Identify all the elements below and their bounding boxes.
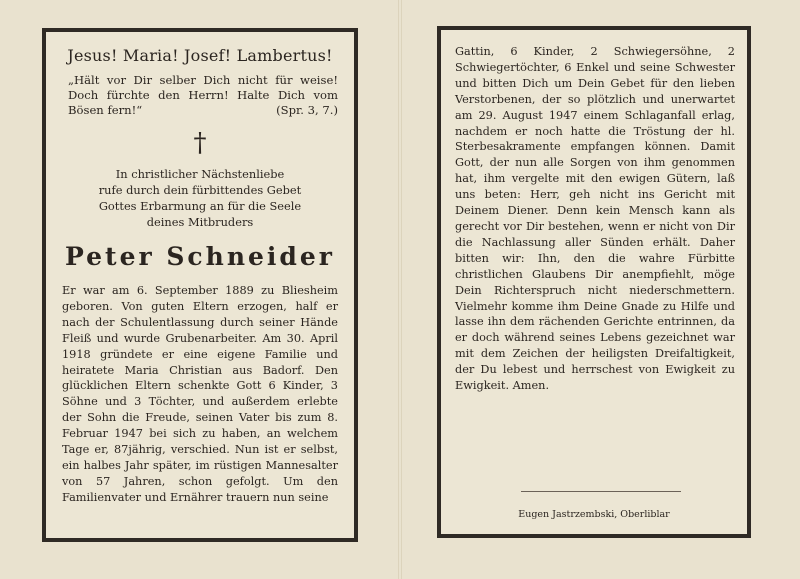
prayer-line: rufe durch dein fürbittendes Gebet [98,183,302,197]
invocation-heading: Jesus! Maria! Josef! Lambertus! [67,46,333,65]
quote-text: „Hält vor Dir selber Dich nicht für weise! Doch fürchte den Herrn! Halte Dich vom Bösen fern!“ [68,73,338,117]
quote-reference: (Spr. 3, 7.) [276,103,338,117]
prayer-line: In christlicher Nächstenliebe [115,167,285,181]
left-panel [42,28,358,542]
prayer-line: deines Mitbruders [146,215,254,229]
prayer-intro [62,166,338,230]
printer-credit: Eugen Jastrzembski, Oberliblar [518,509,670,520]
prayer-line: Gottes Erbarmung an für die Seele [98,199,302,213]
right-panel [437,26,751,538]
cross-icon: † [193,128,207,158]
scripture-quote [68,73,338,118]
biography-text: Er war am 6. September 1889 zu Bliesheim geboren. Von guten Eltern erzogen, half er nach der Schulentlassung durch seiner Hände Fleiß und wurde Grubenarbeiter. Am 30. April 1918 gründete er eine eigene Familie und heiratete Maria Christian aus Badorf. Den glücklichen Eltern schenkte Gott 6 Kinder, 3 Söhne und 3 Töchter, und außerdem erlebte der Sohn die Freude, seinen Vater bis zum 8. Februar 1947 bei sich zu haben, an welchem Tage er, 87jährig, verschied. Nun ist er selbst, ein halbes Jahr später, im rüstigen Mannesalter von 57 Jahren, schon gefolgt. Um den Familienvater und Ernährer trauern nun seine [62,284,338,504]
continuation-text: Gattin, 6 Kinder, 2 Schwiegersöhne, 2 Schwiegertöchter, 6 Enkel und seine Schwester und bitten Dich um Dein Gebet für den lieben Verstorbenen, der so plötzlich und unerwartet am 29. August 1947 einem Schlaganfall erlag, nachdem er noch hatte die Tröstung der hl. Sterbesakramente empfangen können. Damit Gott, der nun alle Sorgen von ihm genommen hat, ihm vergelte mit den ewigen Gütern, laß uns beten: Herr, geh nicht ins Gericht mit Deinem Diener. Denn kein Mensch kann als gerecht vor Dir bestehen, wenn er nicht von Dir die Nachlassung aller Sünden erhält. Daher bitten wir: Ihn, den die wahre Fürbitte christlichen Glaubens Dir anempfiehlt, möge Dein Richterspruch nicht niederschmettern. Vielmehr komme ihm Deine Gnade zu Hilfe und lasse ihn dem rächenden Gerichte entrinnen, da er doch während seines Lebens gezeichnet war mit dem Zeichen der heiligsten Dreifaltigkeit, der Du lebest und herrschest von Ewigkeit zu Ewigkeit. Amen. [455,45,735,393]
card-fold [398,0,402,579]
printer-divider [521,491,681,492]
deceased-name: Peter Schneider [65,242,335,271]
